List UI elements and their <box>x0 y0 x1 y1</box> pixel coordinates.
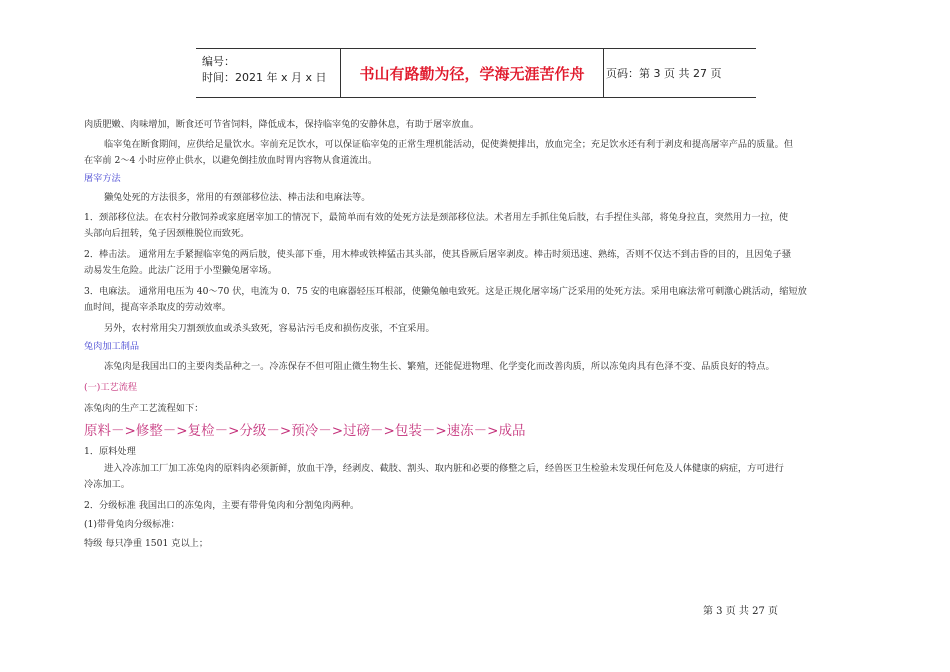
process-flow: 原料－>修整－>复检－>分级－>预冷－>过磅－>包装－>速冻－>成品 <box>84 423 526 439</box>
paragraph-line: 进入冷冻加工厂加工冻兔肉的原料肉必须新鲜，放血干净，经剥皮、截肢、割头、取内脏和必要的修整之后，经兽医卫生检验未发现任何危及人体健康的病症，方可进行 <box>104 463 784 474</box>
paragraph-line: 头部向后扭转，兔子因颈椎脱位而致死。 <box>84 228 250 239</box>
paragraph-line: 冷冻加工。 <box>84 479 130 490</box>
page-footer: 第 3 页 共 27 页 <box>703 606 778 617</box>
paragraph-line: 肉质肥嫩、肉味增加，断食还可节省饲料，降低成本，保持临宰兔的安静休息，有助于屠宰放血。 <box>84 119 480 130</box>
section-heading: (一)工艺流程 <box>84 382 138 393</box>
paragraph-line: (1)带骨兔肉分级标准： <box>84 519 180 530</box>
paragraph-line: 1．颈部移位法。在农村分散饲养或家庭屠宰加工的情况下，最简单而有效的处死方法是颈部移位法。术者用左手抓住兔后肢，右手捏住头部，将兔身拉直，突然用力一拉，使 <box>84 212 789 223</box>
paragraph-line: 特级 每只净重 1501 克以上； <box>84 538 209 549</box>
header-meta <box>200 49 340 97</box>
header-page-code: 页码：第 3 页 共 27 页 <box>606 67 722 80</box>
header-divider <box>603 49 604 97</box>
paragraph-line: 在宰前 2～4 小时应停止供水，以避免倒挂放血时胃内容物从食道流出。 <box>84 155 378 166</box>
page-header <box>196 48 756 98</box>
paragraph-line: 另外，农村常用尖刀割颈放血或杀头致死，容易沾污毛皮和损伤皮张，不宜采用。 <box>104 323 435 334</box>
paragraph-line: 獭兔处死的方法很多，常用的有颈部移位法、棒击法和电麻法等。 <box>104 192 371 203</box>
paragraph-line: 临宰兔在断食期间，应供给足量饮水。宰前充足饮水，可以保证临宰兔的正常生理机能活动，促使粪便排出，放血完全；充足饮水还有利于剥皮和提高屠宰产品的质量。但 <box>104 139 794 150</box>
section-heading: 屠宰方法 <box>84 173 121 184</box>
doc-id-label: 编号： <box>202 55 235 68</box>
paragraph-line: 2．分级标准 我国出口的冻兔肉，主要有带骨兔肉和分割兔肉两种。 <box>84 500 360 511</box>
paragraph-line: 冻兔肉是我国出口的主要肉类品种之一。冷冻保存不但可阻止微生物生长、繁殖，还能促进物理、化学变化而改善肉质，所以冻兔肉具有色泽不变、品质良好的特点。 <box>104 361 775 372</box>
doc-date: 时间：2021 年 x 月 x 日 <box>202 71 327 84</box>
paragraph-line: 3．电麻法。 通常用电压为 40～70 伏，电流为 0．75 安的电麻器轻压耳根部，使獭兔触电致死。这是正规化屠宰场广泛采用的处死方法。采用电麻法常可刺激心跳活动，缩短放 <box>84 286 807 297</box>
paragraph-line: 血时间，提高宰杀取皮的劳动效率。 <box>84 302 231 313</box>
section-heading: 兔肉加工制品 <box>84 341 140 352</box>
paragraph-line: 1．原料处理 <box>84 446 136 457</box>
header-motto: 书山有路勤为径，学海无涯苦作舟 <box>359 64 585 83</box>
paragraph-line: 2．棒击法。 通常用左手紧握临宰兔的两后肢，使头部下垂，用木棒或铁棒猛击其头部，使其昏厥后屠宰剥皮。棒击时须迅速、熟练，否则不仅达不到击昏的目的，且因兔子骚 <box>84 249 792 260</box>
paragraph-line: 冻兔肉的生产工艺流程如下： <box>84 403 204 414</box>
paragraph-line: 动易发生危险。此法广泛用于小型獭兔屠宰场。 <box>84 265 277 276</box>
